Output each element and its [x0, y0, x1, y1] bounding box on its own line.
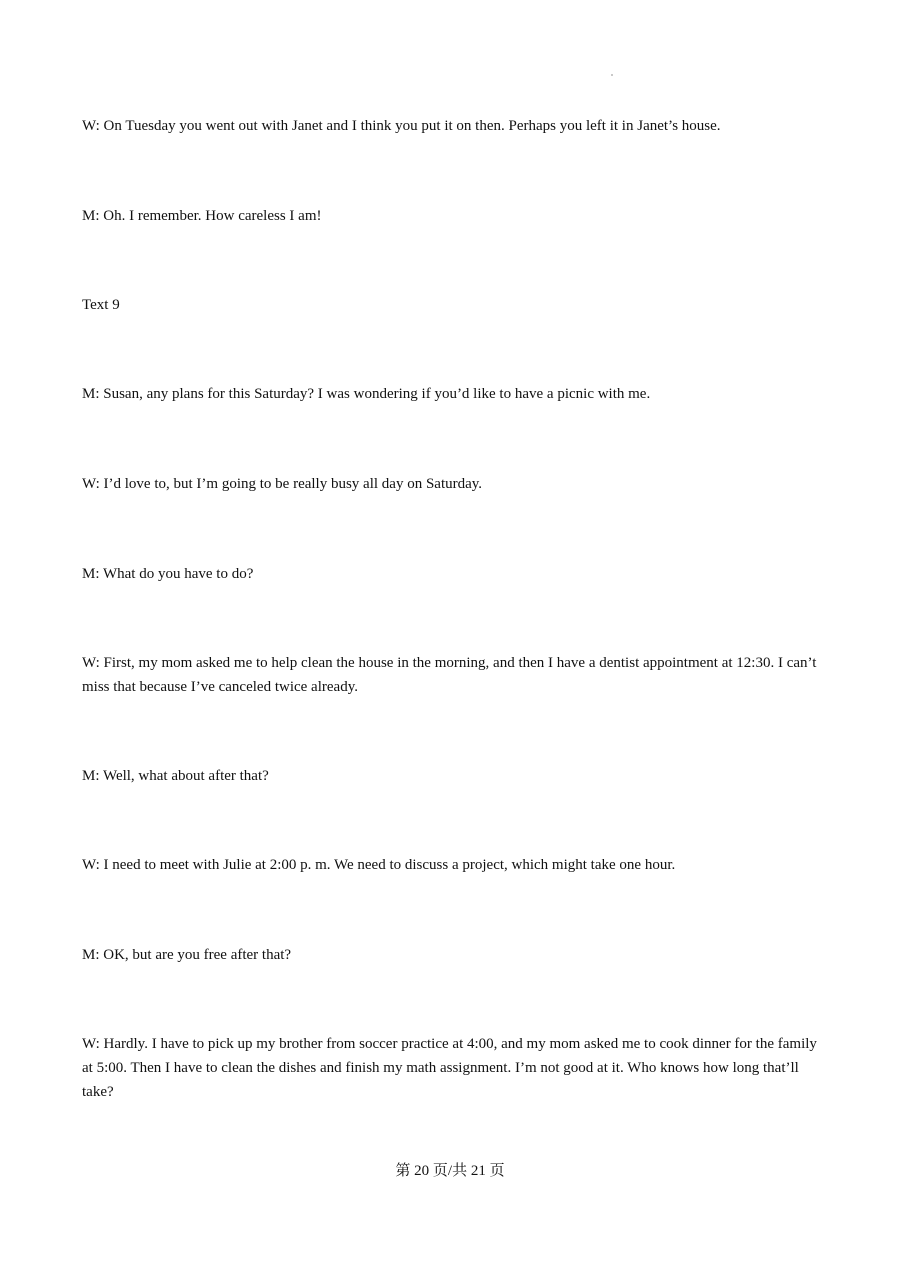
paragraph-3: M: Susan, any plans for this Saturday? I was wondering if you’d like to have a picnic with me. — [82, 386, 651, 402]
paragraph-7: M: Well, what about after that? — [82, 768, 269, 784]
paragraph-9: M: OK, but are you free after that? — [82, 947, 292, 963]
page-footer: 第 20 页/共 21 页 — [395, 1163, 505, 1179]
paragraph-4: W: I’d love to, but I’m going to be really busy all day on Saturday. — [82, 476, 483, 492]
paragraph-2: M: Oh. I remember. How careless I am! — [82, 208, 322, 224]
paragraph-5: M: What do you have to do? — [82, 566, 254, 582]
paragraph-10: W: Hardly. I have to pick up my brother from soccer practice at 4:00, and my mom asked me to cook dinner for the family at 5:00. Then I have to clean the dishes and finish my math assignment. I’m not good at it. Who knows how long that’ll take? — [82, 1036, 817, 1100]
paragraph-6: W: First, my mom asked me to help clean the house in the morning, and then I have a dentist appointment at 12:30. I can’t miss that because I’ve canceled twice already. — [82, 655, 817, 695]
scan-speck — [611, 74, 613, 76]
paragraph-1: W: On Tuesday you went out with Janet and I think you put it on then. Perhaps you left it in Janet’s house. — [82, 118, 721, 134]
paragraph-8: W: I need to meet with Julie at 2:00 p. m. We need to discuss a project, which might take one hour. — [82, 857, 676, 873]
section-heading-text-9: Text 9 — [82, 297, 120, 313]
